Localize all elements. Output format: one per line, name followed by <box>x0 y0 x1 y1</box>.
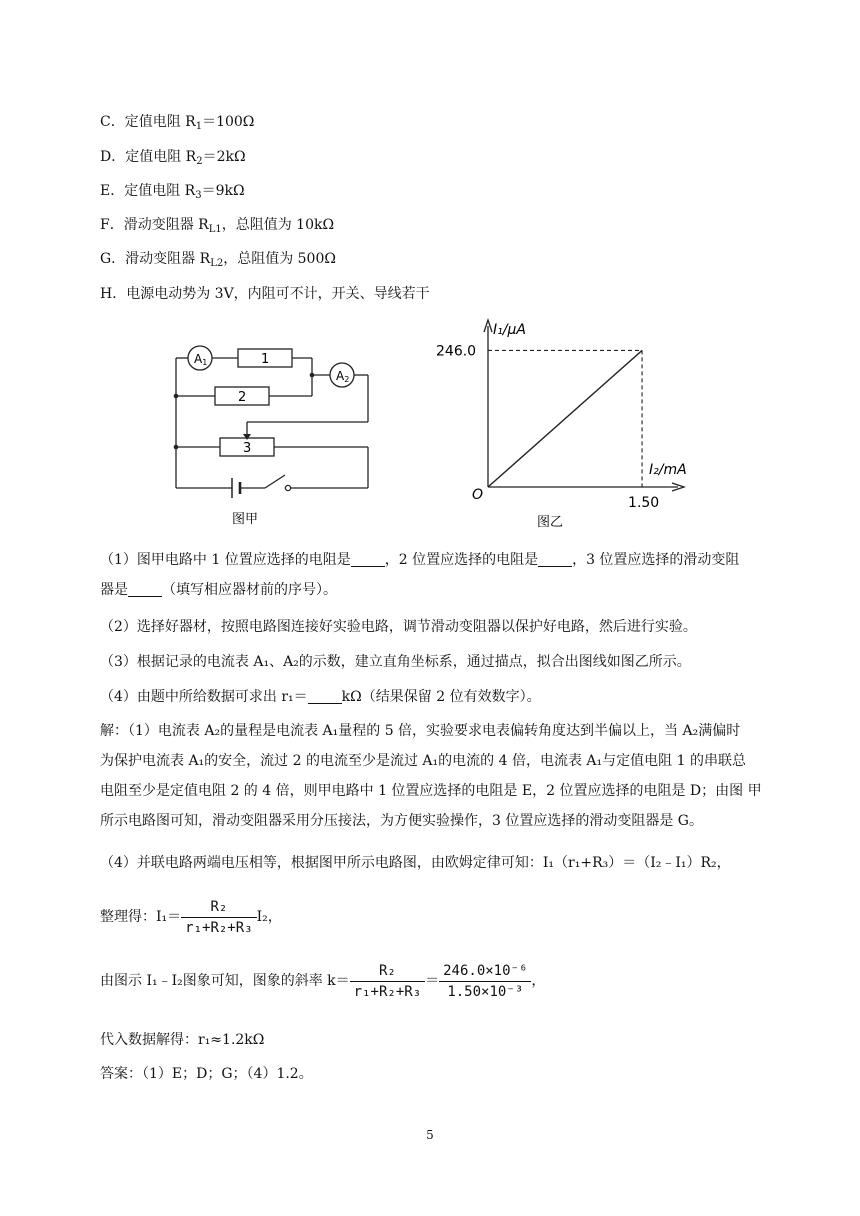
y-tick-label: 246.0 <box>436 343 477 360</box>
option-h: H．电源电动势为 3V，内阻可不计，开关、导线若干 <box>100 286 430 302</box>
svg-text:A2: A2 <box>336 369 350 384</box>
ammeter-a2 <box>330 363 354 387</box>
answer-blank-1[interactable] <box>351 552 385 567</box>
solution-line-4: 所示电路图可知，滑动变阻器采用分压接法，为方便实验操作，3 位置应选择的滑动变阻器是 G。 <box>100 813 703 829</box>
solution-line-2: 为保护电流表 A₁的安全，流过 2 的电流至少是流过 A₁的电流的 4 倍，电流表 A₁与定值电阻 1 的串联总 <box>100 753 746 769</box>
fraction-3: $\frac{\text{246.0×10⁻⁶}}{\text{1.50×10⁻³}}$ <box>439 961 531 1002</box>
fraction-2: $\frac{\text{R₂}}{\text{r₁+R₂+R₃}}$ <box>350 961 425 1002</box>
question-1-line-2: 器是 （填写相应器材前的序号）。 <box>100 582 337 598</box>
resistor-2-label: 2 <box>238 390 247 405</box>
option-f: F．滑动变阻器 $R_{L1}$，总阻值为 10kΩ <box>100 217 335 235</box>
i1-i2-chart <box>425 312 695 537</box>
fraction-1: $\frac{\text{R₂}}{\text{r₁+R₂+R₃}}$ <box>181 897 256 938</box>
solution-line-1: 解：（1）电流表 A₂的量程是电流表 A₁量程的 5 倍，实验要求电表偏转角度达到半偏以上，当 A₂满偏时 <box>100 723 741 739</box>
option-c: C．定值电阻 $R_1=100\Omega$ <box>100 114 255 132</box>
rheostat-3-label: 3 <box>243 441 252 456</box>
answer-blank-2[interactable] <box>538 552 572 567</box>
question-4: （4）由题中所给数据可求出 r₁＝ kΩ（结果保留 2 位有效数字）。 <box>100 689 541 705</box>
option-e: E．定值电阻 $R_3=9k\Omega$ <box>100 183 245 201</box>
data-line <box>488 350 642 487</box>
resistor-1-label: 1 <box>261 352 270 367</box>
ammeter-a1 <box>188 346 212 370</box>
page-number: 5 <box>426 1128 434 1142</box>
final-answer: 答案：（1）E；D；G；（4）1.2。 <box>100 1066 313 1082</box>
answer-blank-3[interactable] <box>128 582 162 597</box>
option-d: D．定值电阻 $R_2=2k\Omega$ <box>100 149 246 167</box>
x-axis-label: I₂/mA <box>649 462 687 478</box>
solution-line-5: （4）并联电路两端电压相等，根据图甲所示电路图，由欧姆定律可知：I₁（r₁+R₃）＝（I₂﹣I₁）R₂， <box>100 855 731 871</box>
question-1-line-1: （1）图甲电路中 1 位置应选择的电阻是 ，2 位置应选择的电阻是 ，3 位置应选择的滑动变阻 <box>100 552 740 568</box>
x-tick-label: 1.50 <box>628 495 660 511</box>
question-3: （3）根据记录的电流表 A₁、A₂的示数，建立直角坐标系，通过描点，拟合出图线如图乙所示。 <box>100 654 691 670</box>
equation-1: 整理得：I₁＝ $\frac{\text{R₂}}{\text{r₁+R₂+R₃}}$ I₂， <box>100 898 282 936</box>
figure-yi-caption: 图乙 <box>537 515 564 530</box>
solution-result: 代入数据解得：r₁≈1.2kΩ <box>100 1032 265 1048</box>
option-g: G．滑动变阻器 $R_{L2}$，总阻值为 500Ω <box>100 251 336 269</box>
figure-jia-caption: 图甲 <box>232 512 259 527</box>
question-2: （2）选择好器材，按照电路图连接好实验电路，调节滑动变阻器以保护好电路，然后进行实验。 <box>100 619 697 635</box>
answer-blank-4[interactable] <box>308 689 342 704</box>
origin-label: O <box>472 487 484 503</box>
y-axis-label: I₁/μA <box>493 322 526 338</box>
circuit-diagram <box>160 330 390 535</box>
equation-2: 由图示 I₁﹣I₂图象可知，图象的斜率 k＝ $\frac{\text{R₂}}{\text{r₁+R₂+R₃}}$ ＝ $\frac{\text{246.0×10⁻⁶}}{\text{1.50×10⁻³}}$ ， <box>100 962 546 1000</box>
svg-text:A1: A1 <box>194 352 208 367</box>
solution-line-3: 电阻至少是定值电阻 2 的 4 倍，则甲电路中 1 位置应选择的电阻是 E，2 位置应选择的电阻是 D；由图 甲 <box>100 783 762 799</box>
